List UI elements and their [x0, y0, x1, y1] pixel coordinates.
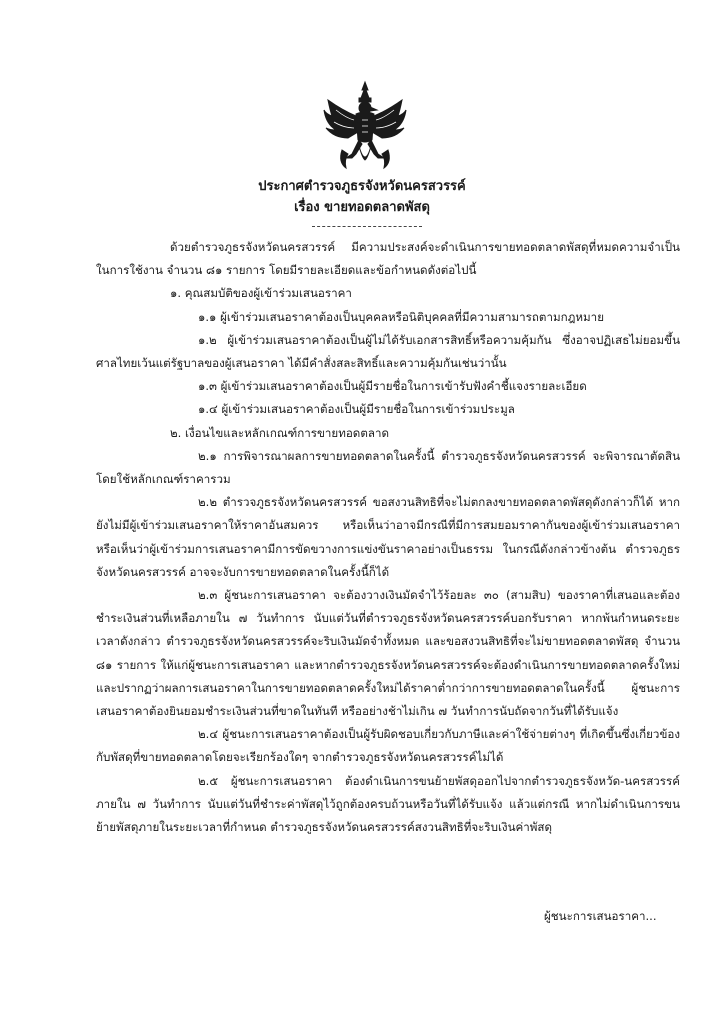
announcement-subject: เรื่อง ขายทอดตลาดพัสดุ: [294, 200, 430, 215]
title-separator: [312, 226, 422, 227]
clause-2-3: ๒.๓ ผู้ชนะการเสนอราคา จะต้องวางเงินมัดจำไว้ร้อยละ ๓๐ (สามสิบ) ของราคาที่เสนอและต้องชำระเงินส่วนที่เหลือภายใน ๗ วันทำการ นับแต่วันที่ตำรวจภูธรจังหวัดนครสวรรค์บอกรับราคา หากพ้นกำหนดระยะเวลาดังกล่าว ตำรวจภูธรจังหวัดนครสวรรค์จะริบเงินมัดจำทั้งหมด และขอสงวนสิทธิที่จะไม่ขายทอดตลาดพัสดุ จำนวน ๘๑ รายการ ให้แก่ผู้ชนะการเสนอราคา และหากตำรวจภูธรจังหวัดนครสวรรค์จะต้องดำเนินการขายทอดตลาดครั้งใหม่ และปรากฏว่าผลการเสนอราคาในการขายทอดตลาดครั้งใหม่ได้ราคาต่ำกว่าการขายทอดตลาดในครั้งนี้ ผู้ชนะการเสนอราคาต้องยินยอมชำระเงินส่วนที่ขาดในทันที หรืออย่างช้าไม่เกิน ๗ วันทำการนับถัดจากวันที่ได้รับแจ้ง: [96, 588, 680, 719]
clause-1-1: ๑.๑ ผู้เข้าร่วมเสนอราคาต้องเป็นบุคคลหรือนิติบุคคลที่มีความสามารถตามกฎหมาย: [198, 309, 604, 324]
intro-paragraph: ด้วยตำรวจภูธรจังหวัดนครสวรรค์ มีความประสงค์จะดำเนินการขายทอดตลาดพัสดุที่หมดความจำเป็นในการใช้งาน จำนวน ๘๑ รายการ โดยมีรายละเอียดและข้อกำหนดดังต่อไปนี้: [96, 240, 680, 278]
announcement-body: [96, 236, 680, 839]
clause-1-4: ๑.๔ ผู้เข้าร่วมเสนอราคาต้องเป็นผู้มีรายชื่อในการเข้าร่วมประมูล: [198, 402, 515, 417]
continuation-note: ผู้ชนะการเสนอราคา...: [544, 909, 657, 923]
clause-1-2: ๑.๒ ผู้เข้าร่วมเสนอราคาต้องเป็นผู้ไม่ได้รับเอกสารสิทธิ์หรือความคุ้มกัน ซึ่งอาจปฏิเสธไม่ยอมขึ้นศาลไทยเว้นแต่รัฐบาลของผู้เสนอราคา ได้มีคำสั่งสละสิทธิ์และความคุ้มกันเช่นว่านั้น: [96, 332, 680, 371]
announcement-title: ประกาศตำรวจภูธรจังหวัดนครสวรรค์: [258, 179, 466, 194]
clause-2-4: ๒.๔ ผู้ชนะการเสนอราคาต้องเป็นผู้รับผิดชอบเกี่ยวกับภาษีและค่าใช้จ่ายต่างๆ ที่เกิดขึ้นซึ่งเกี่ยวข้องกับพัสดุที่ขายทอดตลาดโดยจะเรียกร้องใดๆ จากตำรวจภูธรจังหวัดนครสวรรค์ไม่ได้: [96, 727, 680, 765]
section-2-heading: ๒. เงื่อนไขและหลักเกณฑ์การขายทอดตลาด: [170, 425, 390, 440]
clause-2-1: ๒.๑ การพิจารณาผลการขายทอดตลาดในครั้งนี้ ตำรวจภูธรจังหวัดนครสวรรค์ จะพิจารณาตัดสินโดยใช้หลักเกณฑ์ราคารวม: [96, 448, 680, 487]
clause-2-2: ๒.๒ ตำรวจภูธรจังหวัดนครสวรรค์ ขอสงวนสิทธิที่จะไม่ตกลงขายทอดตลาดพัสดุดังกล่าวก็ได้ หากยังไม่มีผู้เข้าร่วมเสนอราคาให้ราคาอันสมควร หรือเห็นว่าอาจมีกรณีที่มีการสมยอมราคากันของผู้เข้าร่วมเสนอราคาหรือเห็นว่าผู้เข้าร่วมการเสนอราคามีการขัดขวางการแข่งขันราคาอย่างเป็นธรรม ในกรณีดังกล่าวข้างต้น ตำรวจภูธรจังหวัดนครสวรรค์ อาจจะงับการขายทอดตลาดในครั้งนี้ก็ได้: [96, 495, 680, 579]
clause-2-5: ๒.๕ ผู้ชนะการเสนอราคา ต้องดำเนินการขนย้ายพัสดุออกไปจากตำรวจภูธรจังหวัด-นครสวรรค์ ภายใน ๗ วันทำการ นับแต่วันที่ชำระค่าพัสดุไว้ถูกต้องครบถ้วนหรือวันที่ได้รับแจ้ง แล้วแต่กรณี หากไม่ดำเนินการขนย้ายพัสดุภายในระยะเวลาที่กำหนด ตำรวจภูธรจังหวัดนครสวรรค์สงวนสิทธิที่จะริบเงินค่าพัสดุ: [96, 773, 680, 835]
garuda-emblem-icon: [322, 80, 408, 174]
clause-1-3: ๑.๓ ผู้เข้าร่วมเสนอราคาต้องเป็นผู้มีรายชื่อในการเข้ารับฟังคำชี้แจงรายละเอียด: [198, 379, 587, 394]
section-1-heading: ๑. คุณสมบัติของผู้เข้าร่วมเสนอราคา: [170, 286, 352, 301]
